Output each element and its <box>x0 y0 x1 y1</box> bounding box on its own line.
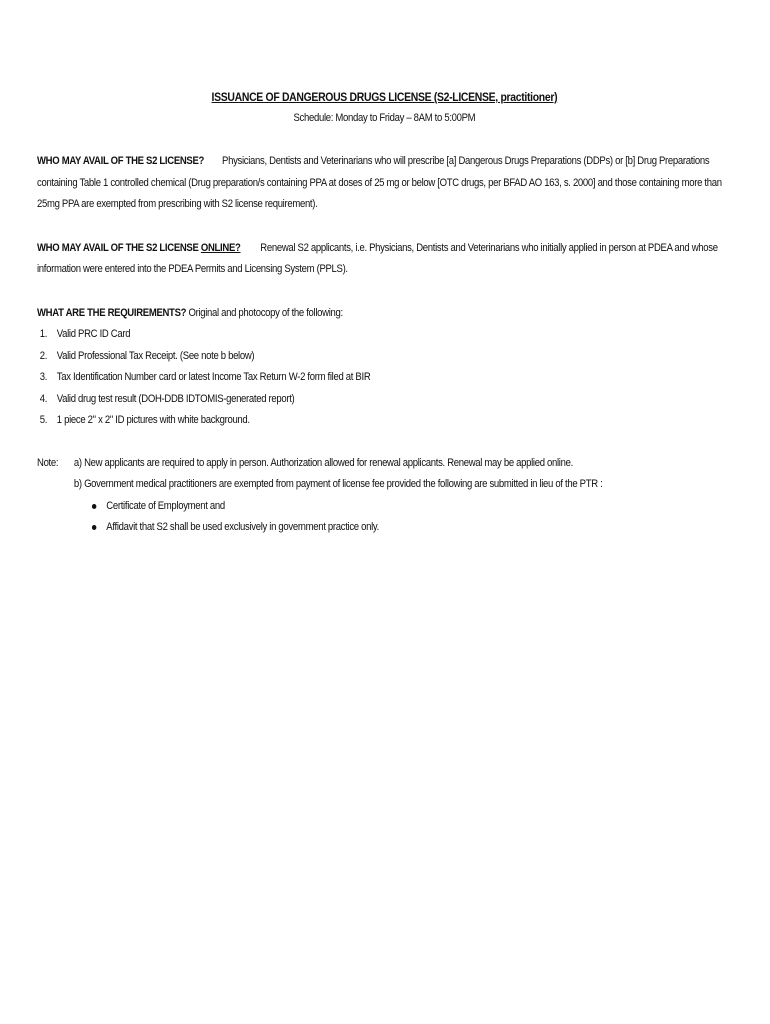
document-title: ISSUANCE OF DANGEROUS DRUGS LICENSE (S2-LICENSE, practitioner) <box>211 91 558 104</box>
item-text: Valid PRC ID Card <box>56 328 131 340</box>
bullet-text: Affidavit that S2 shall be used exclusively in government practice only. <box>106 521 380 533</box>
who-may-avail-question: WHO MAY AVAIL OF THE S2 LICENSE? <box>37 155 205 167</box>
item-number: 2. <box>39 349 48 362</box>
list-item <box>37 410 663 432</box>
list-item <box>37 324 663 346</box>
note-label: Note: <box>37 456 59 469</box>
note-body <box>74 453 663 496</box>
requirements-question: WHAT ARE THE REQUIREMENTS? <box>37 306 187 319</box>
list-item <box>37 389 663 411</box>
note-a: a) New applicants are required to apply in person. Authorization allowed for renewal applicants. Renewal may be applied online. <box>73 456 573 469</box>
online-question-prefix: WHO MAY AVAIL OF THE S2 LICENSE <box>37 241 201 254</box>
item-text: Valid drug test result (DOH-DDB IDTOMIS-generated report) <box>56 392 295 405</box>
requirements-intro: Original and photocopy of the following: <box>186 306 343 319</box>
item-number: 3. <box>39 371 48 383</box>
who-may-avail-section <box>37 151 732 216</box>
who-may-avail-answer: Physicians, Dentists and Veterinarians who will prescribe [a] Dangerous Drugs Preparations (DDPs) or [b] Drug Preparations containing Table 1 controlled chemical (Drug preparation/s containing PPA at doses of 25 mg or below [OTC drugs, per BFAD AO 163, s. 2000] and those containing more than 25mg PPA are exempted from prescribing with S2 license requirement). <box>37 155 722 210</box>
item-text: Valid Professional Tax Receipt. (See note b below) <box>56 349 255 362</box>
requirements-list <box>37 324 663 432</box>
item-number: 4. <box>39 392 48 405</box>
item-number: 1. <box>39 328 48 340</box>
list-item <box>37 346 663 368</box>
note-bullet-list <box>37 496 663 539</box>
list-item <box>37 517 663 539</box>
online-answer: Renewal S2 applicants, i.e. Physicians, Dentists and Veterinarians who initially applied in person at PDEA and whose information were entered into the PDEA Permits and Licensing System (PPLS). <box>37 241 718 275</box>
list-item <box>37 496 663 518</box>
item-text: 1 piece 2" x 2" ID pictures with white background. <box>56 414 250 426</box>
schedule-line: Schedule: Monday to Friday – 8AM to 5:00PM <box>293 112 476 124</box>
title-block <box>37 88 732 128</box>
bullet-icon <box>92 525 97 530</box>
list-item <box>37 367 663 389</box>
bullet-icon <box>92 504 97 509</box>
note-b: b) Government medical practitioners are exempted from payment of license fee provided the following are submitted in lieu of the PTR : <box>73 478 603 490</box>
item-text: Tax Identification Number card or latest Income Tax Return W-2 form filed at BIR <box>56 371 371 383</box>
requirements-section <box>37 303 663 432</box>
online-question-underlined: ONLINE? <box>200 241 241 254</box>
who-may-avail-online-section <box>37 238 732 281</box>
document-body <box>37 88 722 539</box>
note-section <box>37 453 663 496</box>
requirements-heading <box>37 303 663 325</box>
item-number: 5. <box>39 414 48 426</box>
bullet-text: Certificate of Employment and <box>106 499 225 512</box>
